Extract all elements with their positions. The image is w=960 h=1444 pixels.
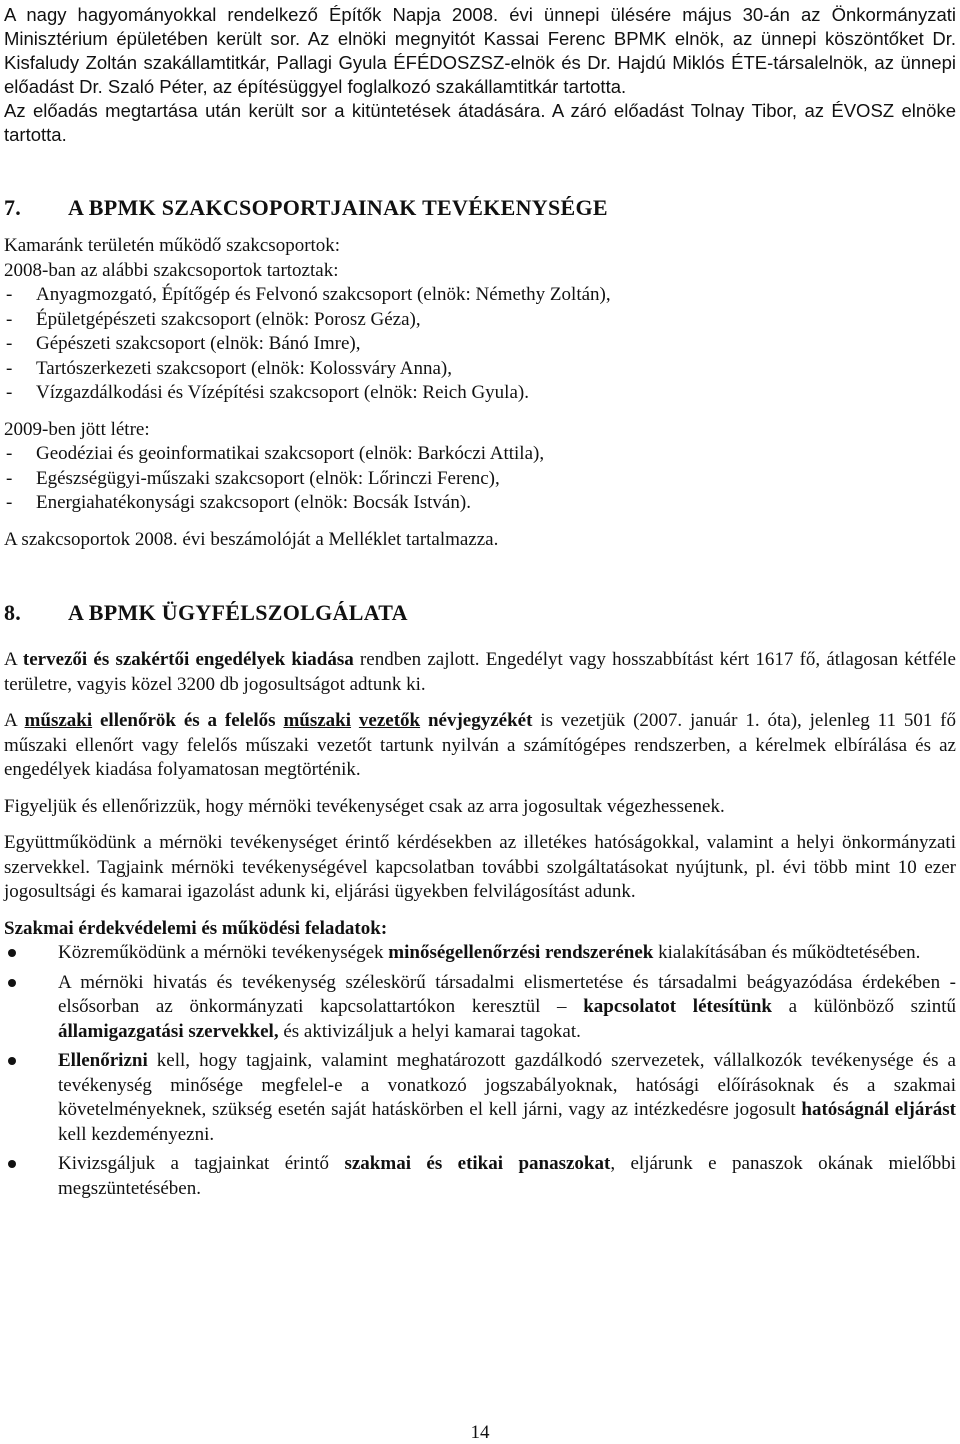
list-item: - Egészségügyi-műszaki szakcsoport (elnök: Lőrinczi Ferenc), (6, 467, 500, 489)
list-item: - Gépészeti szakcsoport (elnök: Bánó Imre), (6, 333, 361, 354)
list-item: - Energiahatékonysági szakcsoport (elnök: Bocsák István). (6, 492, 471, 513)
section-7-number: 7. (4, 195, 22, 220)
list-2008 (4, 283, 956, 406)
list-item: A mérnöki hivatás és tevékenység széleskörű társadalmi elismertetése és társadalmi beágyazódása érdekében - elsősorban az önkormányzati kapcsolattartókon keresztül – kapcsolatot létesítünk a különböző szintű államigazgatási szervekkel, és aktivizáljuk a helyi kamarai tagokat. (4, 971, 956, 1045)
list-item: - Tartószerkezeti szakcsoport (elnök: Kolossváry Anna), (6, 357, 453, 379)
section-8-paragraph-2: A műszaki ellenőrök és a felelős műszaki vezetők névjegyzékét is vezetjük (2007. január 1. óta), jelenleg 11 501 fő műszaki ellenőrt vagy felelős műszaki vezetőt tartunk nyilván a számítógépes rendszerben, a kérelmek elbírálása és az engedélyek kiadása folyamatosan megtörténik. (4, 710, 957, 780)
section-8-heading (4, 600, 956, 626)
section-8-paragraph-1: A tervezői és szakértői engedélyek kiadása rendben zajlott. Engedélyt vagy hosszabbítást kért 1617 fő, átlagosan kétféle területre, vagyis közel 3200 db jogosultságot adtunk ki. (4, 649, 956, 695)
list-item: - Anyagmozgató, Építőgép és Felvonó szakcsoport (elnök: Némethy Zoltán), (6, 284, 611, 305)
task-bullet-list (4, 941, 956, 1201)
section-8-paragraph-3: Figyeljük és ellenőrizzük, hogy mérnöki tevékenységet csak az arra jogosultak végezhessenek. (4, 795, 725, 817)
list-item: - Épületgépészeti szakcsoport (elnök: Porosz Géza), (6, 308, 421, 330)
intro-paragraph-2: Az előadás megtartása után került sor a kitüntetések átadására. A záró előadást Tolnay Tibor, az ÉVOSZ elnöke tartotta. (4, 100, 956, 145)
list-item: Közreműködünk a mérnöki tevékenységek minőségellenőrzési rendszerének kialakításában és működtetésében. (4, 941, 956, 966)
bullet-icon (8, 1057, 16, 1065)
document-page (4, 0, 956, 1201)
list-item: Ellenőrizni kell, hogy tagjaink, valamint meghatározott gazdálkodó szervezetek, vállalkozók tevékenysége és a tevékenység minősége megfelel-e a vonatkozó jogszabályoknak, hatósági előírásoknak és a szakmai követelményeknek, szükség esetén saját hatáskörben el kell járni, vagy az intézkedésre jogosult hatóságnál eljárást kell kezdeményezni. (4, 1049, 956, 1147)
section-7-title: A BPMK SZAKCSOPORTJAINAK TEVÉKENYSÉGE (68, 195, 608, 220)
section-7-line-3: 2009-ben jött létre: (4, 418, 150, 440)
bullet-icon (8, 1160, 16, 1168)
section-7-closing: A szakcsoportok 2008. évi beszámolóját a Melléklet tartalmazza. (4, 528, 499, 550)
list-item: - Vízgazdálkodási és Vízépítési szakcsoport (elnök: Reich Gyula). (6, 382, 529, 403)
section-8-number: 8. (4, 600, 22, 625)
section-8-title: A BPMK ÜGYFÉLSZOLGÁLATA (68, 600, 408, 625)
list-item: - Geodéziai és geoinformatikai szakcsoport (elnök: Barkóczi Attila), (6, 443, 545, 464)
section-7-heading (4, 195, 956, 221)
bullet-icon (8, 949, 16, 957)
bullet-icon (8, 979, 16, 987)
section-7-line-1: Kamaránk területén működő szakcsoportok: (4, 235, 341, 256)
page-number: 14 (470, 1422, 490, 1443)
section-7-line-2: 2008-ban az alábbi szakcsoportok tartoztak: (4, 259, 339, 281)
intro-paragraph-1: A nagy hagyományokkal rendelkező Építők Napja 2008. évi ünnepi ülésére május 30-án az Önkormányzati Minisztérium épületében került sor. Az elnöki megnyitót Kassai Ferenc BPMK elnök, az ünnepi köszöntőket Dr. Kisfaludy Zoltán szakállamtitkár, Pallagi Gyula ÉFÉDOSZSZ-elnök és Dr. Hajdú Miklós ÉTE-társalelnök, az ünnepi előadást Dr. Szaló Péter, az építésüggyel foglalkozó szakállamtitkár tartotta. (4, 4, 956, 97)
list-2009 (4, 442, 956, 516)
section-8-paragraph-4: Együttműködünk a mérnöki tevékenységet érintő kérdésekben az illetékes hatóságokkal, valamint a helyi önkormányzati szervekkel. Tagjaink mérnöki tevékenységével kapcsolatban további szolgáltatásokat nyújtunk, pl. évi több mint 10 ezer jogosultsági és kamarai igazolást adunk ki, eljárási ügyekben felvilágosítást adunk. (4, 832, 956, 902)
list-item: Kivizsgáljuk a tagjainkat érintő szakmai és etikai panaszokat, eljárunk e panaszok okának mielőbbi megszüntetésében. (4, 1152, 956, 1201)
section-8-subheading: Szakmai érdekvédelemi és működési feladatok: (4, 917, 388, 939)
